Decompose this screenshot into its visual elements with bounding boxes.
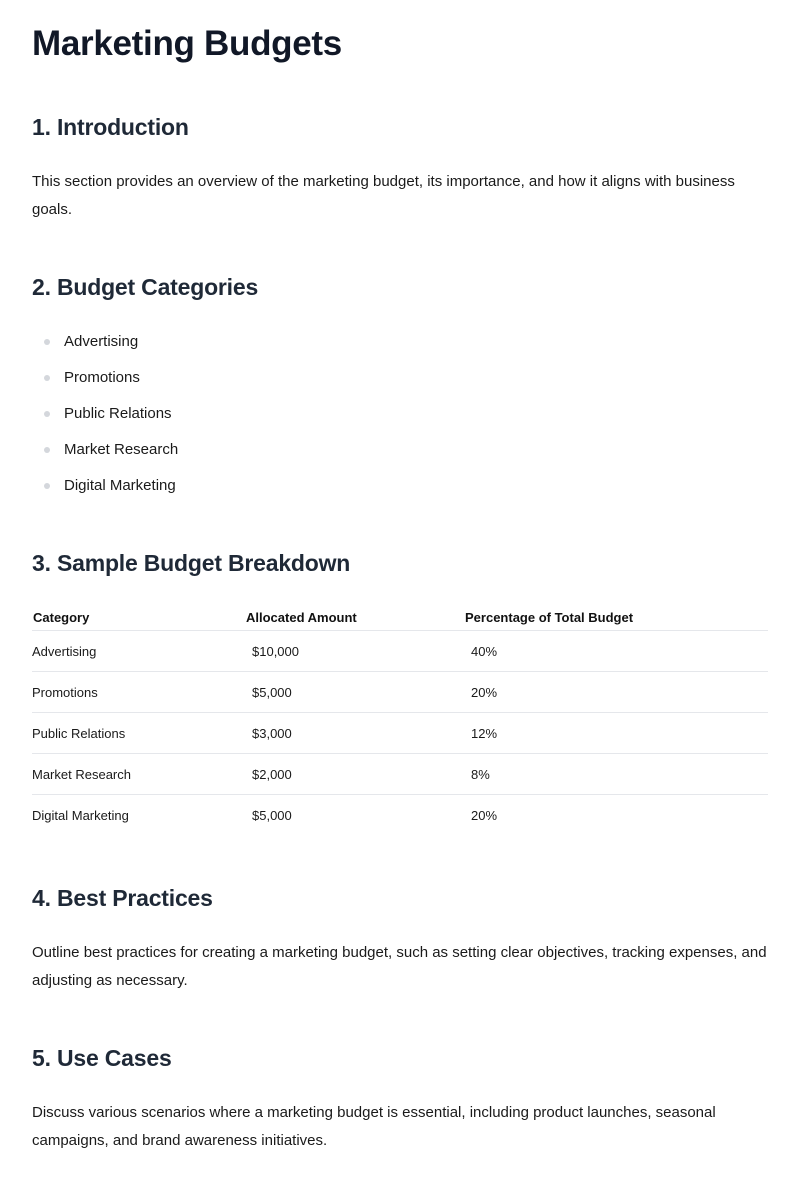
- column-header-allocated-amount: Allocated Amount: [245, 604, 464, 631]
- table-cell-percentage: 40%: [464, 631, 768, 672]
- section-heading-best-practices: 4. Best Practices: [32, 885, 213, 911]
- budget-categories-list: [32, 326, 178, 506]
- table-row: [32, 672, 768, 713]
- table-cell-category: Digital Marketing: [32, 807, 129, 823]
- table-cell-amount: $5,000: [245, 672, 464, 713]
- table-cell-percentage: 8%: [464, 754, 768, 795]
- bullet-icon: [44, 411, 50, 417]
- use-cases-text: Discuss various scenarios where a marketing budget is essential, including product launches, seasonal campaigns, and brand awareness initiatives.: [32, 1104, 716, 1149]
- list-item: [32, 326, 178, 362]
- table-cell-category: Market Research: [32, 754, 245, 795]
- page-title: Marketing Budgets: [32, 24, 342, 63]
- list-item: [32, 362, 178, 398]
- table-cell-category: Advertising: [32, 631, 245, 672]
- table-cell-amount: $2,000: [245, 754, 464, 795]
- table-cell-amount: $3,000: [245, 713, 464, 754]
- table-cell-amount: $10,000: [245, 631, 464, 672]
- list-item: [32, 398, 178, 434]
- column-header-category: Category: [32, 604, 245, 631]
- bullet-icon: [44, 375, 50, 381]
- table-row: [32, 713, 768, 754]
- table-cell-percentage: 12%: [464, 713, 768, 754]
- table-cell-category: Public Relations: [32, 713, 245, 754]
- column-header-percentage: Percentage of Total Budget: [464, 604, 768, 631]
- section-heading-budget-categories: 2. Budget Categories: [32, 274, 259, 300]
- list-item-label: Advertising: [64, 333, 139, 350]
- table-cell-percentage: 20%: [471, 807, 498, 823]
- table-row: [32, 795, 768, 836]
- list-item-label: Market Research: [64, 441, 179, 458]
- introduction-text: This section provides an overview of the marketing budget, its importance, and how it aligns with business goals.: [32, 173, 735, 218]
- budget-breakdown-table: [32, 604, 768, 835]
- table-cell-percentage: 20%: [464, 672, 768, 713]
- table-cell-amount: $5,000: [252, 807, 292, 823]
- table-cell-category: Promotions: [32, 672, 245, 713]
- best-practices-text: Outline best practices for creating a marketing budget, such as setting clear objectives, tracking expenses, and adjusting as necessary.: [32, 944, 767, 989]
- list-item: [32, 470, 178, 506]
- table-row: [32, 754, 768, 795]
- bullet-icon: [44, 339, 50, 345]
- list-item-label: Public Relations: [64, 405, 172, 422]
- bullet-icon: [44, 447, 50, 453]
- table-row: [32, 631, 768, 672]
- list-item: [32, 434, 178, 470]
- section-heading-use-cases: 5. Use Cases: [32, 1045, 172, 1071]
- list-item-label: Digital Marketing: [64, 477, 176, 494]
- section-heading-introduction: 1. Introduction: [32, 114, 189, 140]
- bullet-icon: [44, 483, 50, 489]
- section-heading-sample-budget-breakdown: 3. Sample Budget Breakdown: [32, 550, 351, 576]
- list-item-label: Promotions: [64, 369, 140, 386]
- table-header-row: [32, 604, 768, 631]
